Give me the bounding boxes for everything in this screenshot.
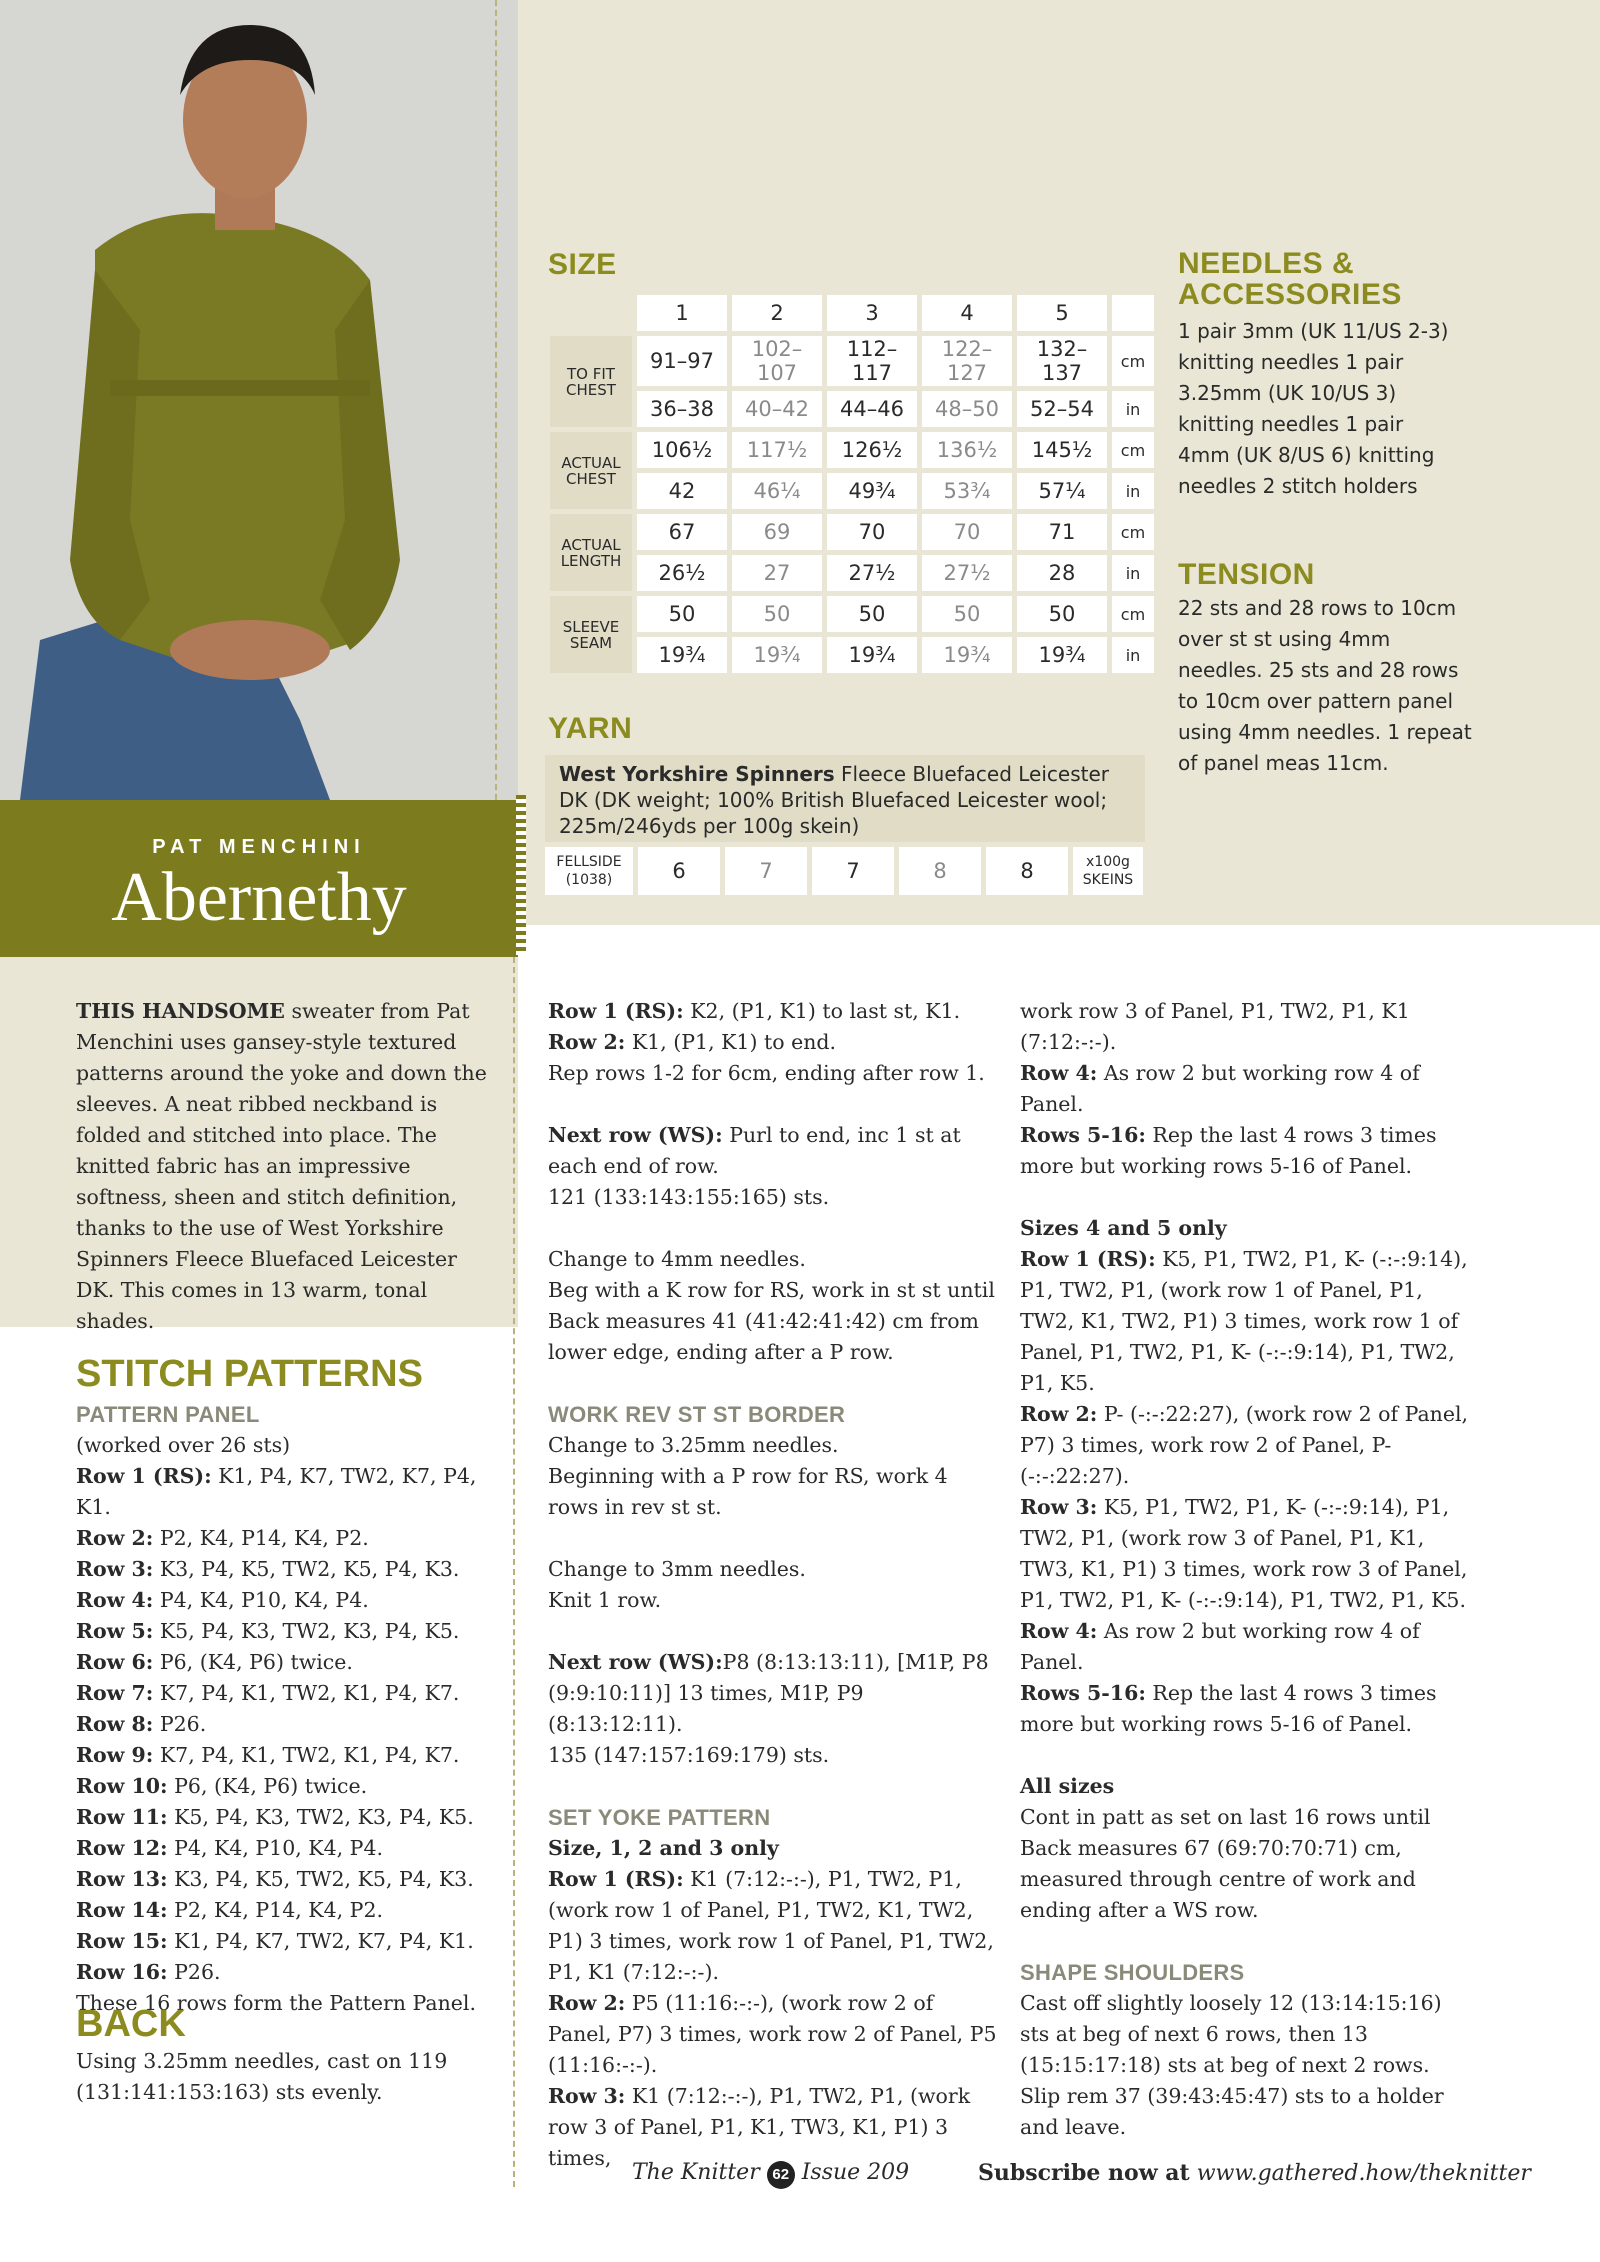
list-item: Row 3: K1 (7:12:-:-), P1, TW2, P1, (work row 3 of Panel, P1, K1, TW3, K1, P1) 3 times,: [548, 2084, 971, 2170]
issue-number: Issue 209: [801, 2160, 910, 2185]
size-group-label: All sizes: [1020, 1774, 1115, 1798]
list-item: Row 8: P26.: [76, 1712, 207, 1736]
yarn-brand: West Yorkshire Spinners: [559, 762, 835, 786]
shape-shoulders-subheading: SHAPE SHOULDERS: [1020, 1960, 1245, 1985]
back-intro: Using 3.25mm needles, cast on 119 (131:141:153:163) sts evenly.: [76, 2049, 448, 2104]
skein-count: 8: [899, 847, 981, 895]
list-item: Row 5: K5, P4, K3, TW2, K3, P4, K5.: [76, 1619, 460, 1643]
panel-closing: These 16 rows form the Pattern Panel.: [76, 1991, 477, 2015]
list-item: Row 7: K7, P4, K1, TW2, K1, P4, K7.: [76, 1681, 460, 1705]
unit-in: in: [1112, 555, 1154, 591]
list-item: Row 1 (RS): K1 (7:12:-:-), P1, TW2, P1, (work row 1 of Panel, P1, TW2, K1, TW2, P1) 3 times, work row 1 of Panel, P1, TW2, P1, K1 (7:12:-:-).: [548, 1867, 994, 1984]
size-col-2: 2: [732, 295, 822, 331]
table-cell: 132–137: [1017, 336, 1107, 386]
size-group-label: Size, 1, 2 and 3 only: [548, 1836, 779, 1860]
list-item: Row 4: As row 2 but working row 4 of Panel.: [1020, 1619, 1420, 1674]
list-item: Beginning with a P row for RS, work 4 rows in rev st st.: [548, 1464, 948, 1519]
list-item: work row 3 of Panel, P1, TW2, P1, K1 (7:12:-:-).: [1020, 999, 1410, 1054]
table-cell: 46¼: [732, 473, 822, 509]
table-cell: 126½: [827, 432, 917, 468]
list-item: Row 2: K1, (P1, K1) to end.: [548, 1030, 837, 1054]
table-cell: 28: [1017, 555, 1107, 591]
intro-body: sweater from Pat Menchini uses gansey-style textured patterns around the yoke and down the sleeves. A neat ribbed neckband is folded and stitched into place. The knitted fabric has an impressive softness, sheen and stitch definition, thanks to the use of West Yorkshire Spinners Fleece Bluefaced Leicester DK. This comes in 13 warm, tonal shades.: [76, 999, 487, 1333]
skein-count: 7: [725, 847, 807, 895]
stitch-pattern-list: [76, 1399, 516, 2019]
table-cell: 36–38: [637, 391, 727, 427]
model-photo: [0, 0, 518, 800]
back-heading: BACK: [76, 2003, 186, 2045]
unit-cm: cm: [1112, 336, 1154, 386]
table-cell: 26½: [637, 555, 727, 591]
title-banner: [0, 800, 518, 957]
table-cell: 71: [1017, 514, 1107, 550]
table-cell: 40–42: [732, 391, 822, 427]
yoke-instructions: [1020, 996, 1475, 2143]
row-label-actual-chest: ACTUAL CHEST: [550, 432, 632, 509]
size-group-label: Sizes 4 and 5 only: [1020, 1216, 1227, 1240]
table-cell: 19¾: [827, 637, 917, 673]
list-item: Row 3: K3, P4, K5, TW2, K5, P4, K3.: [76, 1557, 460, 1581]
table-cell: 19¾: [732, 637, 822, 673]
list-item: Row 4: P4, K4, P10, K4, P4.: [76, 1588, 369, 1612]
list-item: Row 3: K5, P1, TW2, P1, K- (-:-:9:14), P1, TW2, P1, (work row 3 of Panel, P1, K1, TW3, K1, P1) 3 times, work row 3 of Panel, P1, TW2, P1, K- (-:-:9:14), P1, TW2, P1, K5.: [1020, 1495, 1468, 1612]
yarn-heading: YARN: [548, 712, 633, 745]
shade-name: FELLSIDE (1038): [545, 847, 633, 895]
skein-unit: x100g SKEINS: [1073, 847, 1143, 895]
magazine-name: The Knitter: [632, 2160, 760, 2185]
list-item: Row 15: K1, P4, K7, TW2, K7, P4, K1.: [76, 1929, 474, 1953]
tension-text: 22 sts and 28 rows to 10cm over st st using 4mm needles. 25 sts and 28 rows to 10cm over pattern panel using 4mm needles. 1 repeat of panel meas 11cm.: [1178, 596, 1472, 775]
subscribe-link[interactable]: www.gathered.how/theknitter: [1196, 2161, 1531, 2186]
table-cell: 42: [637, 473, 727, 509]
list-item: Knit 1 row.: [548, 1588, 662, 1612]
list-item: Row 10: P6, (K4, P6) twice.: [76, 1774, 368, 1798]
size-col-3: 3: [827, 295, 917, 331]
table-cell: 19¾: [1017, 637, 1107, 673]
list-item: Change to 3.25mm needles.: [548, 1433, 839, 1457]
unit-in: in: [1112, 637, 1154, 673]
list-item: Rows 5-16: Rep the last 4 rows 3 times more but working rows 5-16 of Panel.: [1020, 1681, 1437, 1736]
table-cell: 49¾: [827, 473, 917, 509]
row-label-sleeve-seam: SLEEVE SEAM: [550, 596, 632, 673]
list-item: Cast off slightly loosely 12 (13:14:15:16) sts at beg of next 6 rows, then 13 (15:15:17:18) sts at beg of next 2 rows.: [1020, 1991, 1442, 2077]
list-item: Rows 5-16: Rep the last 4 rows 3 times more but working rows 5-16 of Panel.: [1020, 1123, 1437, 1178]
author-name: PAT MENCHINI: [152, 836, 366, 858]
table-cell: 145½: [1017, 432, 1107, 468]
stitch-patterns-heading: STITCH PATTERNS: [76, 1353, 423, 1395]
table-cell: 117½: [732, 432, 822, 468]
subscribe-label: Subscribe now at: [978, 2160, 1190, 2186]
list-item: Next row (WS): Purl to end, inc 1 st at each end of row.: [548, 1123, 961, 1178]
table-cell: 27½: [827, 555, 917, 591]
list-item: Row 12: P4, K4, P10, K4, P4.: [76, 1836, 384, 1860]
table-cell: 106½: [637, 432, 727, 468]
list-item: Row 4: As row 2 but working row 4 of Panel.: [1020, 1061, 1420, 1116]
list-item: Row 1 (RS): K2, (P1, K1) to last st, K1.: [548, 999, 961, 1023]
unit-cm: cm: [1112, 432, 1154, 468]
skein-count: 6: [638, 847, 720, 895]
table-cell: 52–54: [1017, 391, 1107, 427]
footer-subscribe: [978, 2160, 1531, 2186]
yarn-text: Fleece Bluefaced Leicester DK (DK weight; 100% British Bluefaced Leicester wool; 225m/246yds per 100g skein): [559, 762, 1110, 838]
list-item: Row 2: P2, K4, P14, K4, P2.: [76, 1526, 369, 1550]
list-item: Row 9: K7, P4, K1, TW2, K1, P4, K7.: [76, 1743, 460, 1767]
list-item: 135 (147:157:169:179) sts.: [548, 1743, 830, 1767]
needles-text: 1 pair 3mm (UK 11/US 2-3) knitting needles 1 pair 3.25mm (UK 10/US 3) knitting needles 1 pair 4mm (UK 8/US 6) knitting needles 2 stitch holders: [1178, 319, 1449, 498]
list-item: 121 (133:143:155:165) sts.: [548, 1185, 830, 1209]
footer-issue: [632, 2160, 909, 2189]
table-cell: 57¼: [1017, 473, 1107, 509]
list-item: Row 11: K5, P4, K3, TW2, K3, P4, K5.: [76, 1805, 474, 1829]
table-cell: 50: [922, 596, 1012, 632]
divider-line: [495, 0, 497, 800]
table-cell: 122–127: [922, 336, 1012, 386]
table-cell: 48–50: [922, 391, 1012, 427]
list-item: Next row (WS):P8 (8:13:13:11), [M1P, P8 (9:9:10:11)] 13 times, M1P, P9 (8:13:12:11).: [548, 1650, 989, 1736]
table-cell: 136½: [922, 432, 1012, 468]
table-cell: 50: [1017, 596, 1107, 632]
intro-lead: THIS HANDSOME: [76, 999, 285, 1023]
table-cell: 44–46: [827, 391, 917, 427]
rev-st-st-subheading: WORK REV ST ST BORDER: [548, 1402, 846, 1427]
unit-in: in: [1112, 473, 1154, 509]
row-label-to-fit-chest: TO FIT CHEST: [550, 336, 632, 427]
table-cell: 27: [732, 555, 822, 591]
table-cell: 53¾: [922, 473, 1012, 509]
size-col-4: 4: [922, 295, 1012, 331]
unit-cm: cm: [1112, 596, 1154, 632]
list-item: Row 2: P5 (11:16:-:-), (work row 2 of Panel, P7) 3 times, work row 2 of Panel, P5 (11:16:-:-).: [548, 1991, 997, 2077]
list-item: Row 2: P- (-:-:22:27), (work row 2 of Panel, P7) 3 times, work row 2 of Panel, P- (-:-:22:27).: [1020, 1402, 1469, 1488]
size-col-5: 5: [1017, 295, 1107, 331]
table-cell: 70: [827, 514, 917, 550]
pattern-title: Abernethy: [111, 859, 407, 936]
back-instructions: [548, 996, 998, 2174]
unit-in: in: [1112, 391, 1154, 427]
unit-cm: cm: [1112, 514, 1154, 550]
list-item: Row 1 (RS): K1, P4, K7, TW2, K7, P4, K1.: [76, 1464, 477, 1519]
table-cell: 50: [827, 596, 917, 632]
table-cell: 102–107: [732, 336, 822, 386]
yoke-subheading: SET YOKE PATTERN: [548, 1805, 771, 1830]
list-item: Row 1 (RS): K5, P1, TW2, P1, K- (-:-:9:14), P1, TW2, P1, (work row 1 of Panel, P1, TW2, K1, TW2, P1) 3 times, work row 1 of Panel, P1, TW2, P1, K- (-:-:9:14), P1, TW2, P1, K5.: [1020, 1247, 1468, 1395]
table-cell: 69: [732, 514, 822, 550]
panel-note: (worked over 26 sts): [76, 1433, 291, 1457]
size-col-1: 1: [637, 295, 727, 331]
size-heading: SIZE: [548, 248, 617, 281]
list-item: Row 14: P2, K4, P14, K4, P2.: [76, 1898, 384, 1922]
list-item: Row 6: P6, (K4, P6) twice.: [76, 1650, 353, 1674]
row-label-actual-length: ACTUAL LENGTH: [550, 514, 632, 591]
table-cell: 70: [922, 514, 1012, 550]
list-item: Slip rem 37 (39:43:45:47) sts to a holder and leave.: [1020, 2084, 1444, 2139]
page-number: 62: [767, 2161, 795, 2189]
skein-count: 8: [986, 847, 1068, 895]
zigzag-edge: [516, 795, 526, 955]
table-cell: 50: [732, 596, 822, 632]
table-cell: 19¾: [637, 637, 727, 673]
list-item: Change to 3mm needles.: [548, 1557, 806, 1581]
list-item: Change to 4mm needles.: [548, 1247, 806, 1271]
table-cell: 27½: [922, 555, 1012, 591]
skein-count: 7: [812, 847, 894, 895]
pattern-panel-subheading: PATTERN PANEL: [76, 1402, 260, 1427]
list-item: Cont in patt as set on last 16 rows until Back measures 67 (69:70:70:71) cm, measured through centre of work and ending after a WS row.: [1020, 1805, 1431, 1922]
needles-heading: NEEDLES & ACCESSORIES: [1178, 247, 1402, 311]
yarn-description: [545, 755, 1145, 842]
intro-text: [76, 996, 496, 1337]
table-cell: 19¾: [922, 637, 1012, 673]
list-item: Rep rows 1-2 for 6cm, ending after row 1.: [548, 1061, 985, 1085]
table-cell: 112–117: [827, 336, 917, 386]
table-cell: 91–97: [637, 336, 727, 386]
table-cell: 67: [637, 514, 727, 550]
tension-heading: TENSION: [1178, 558, 1315, 591]
size-table: [545, 290, 1159, 678]
list-item: Beg with a K row for RS, work in st st until Back measures 41 (41:42:41:42) cm from lower edge, ending after a P row.: [548, 1278, 995, 1364]
table-cell: 50: [637, 596, 727, 632]
list-item: Row 16: P26.: [76, 1960, 221, 1984]
list-item: Row 13: K3, P4, K5, TW2, K5, P4, K3.: [76, 1867, 474, 1891]
